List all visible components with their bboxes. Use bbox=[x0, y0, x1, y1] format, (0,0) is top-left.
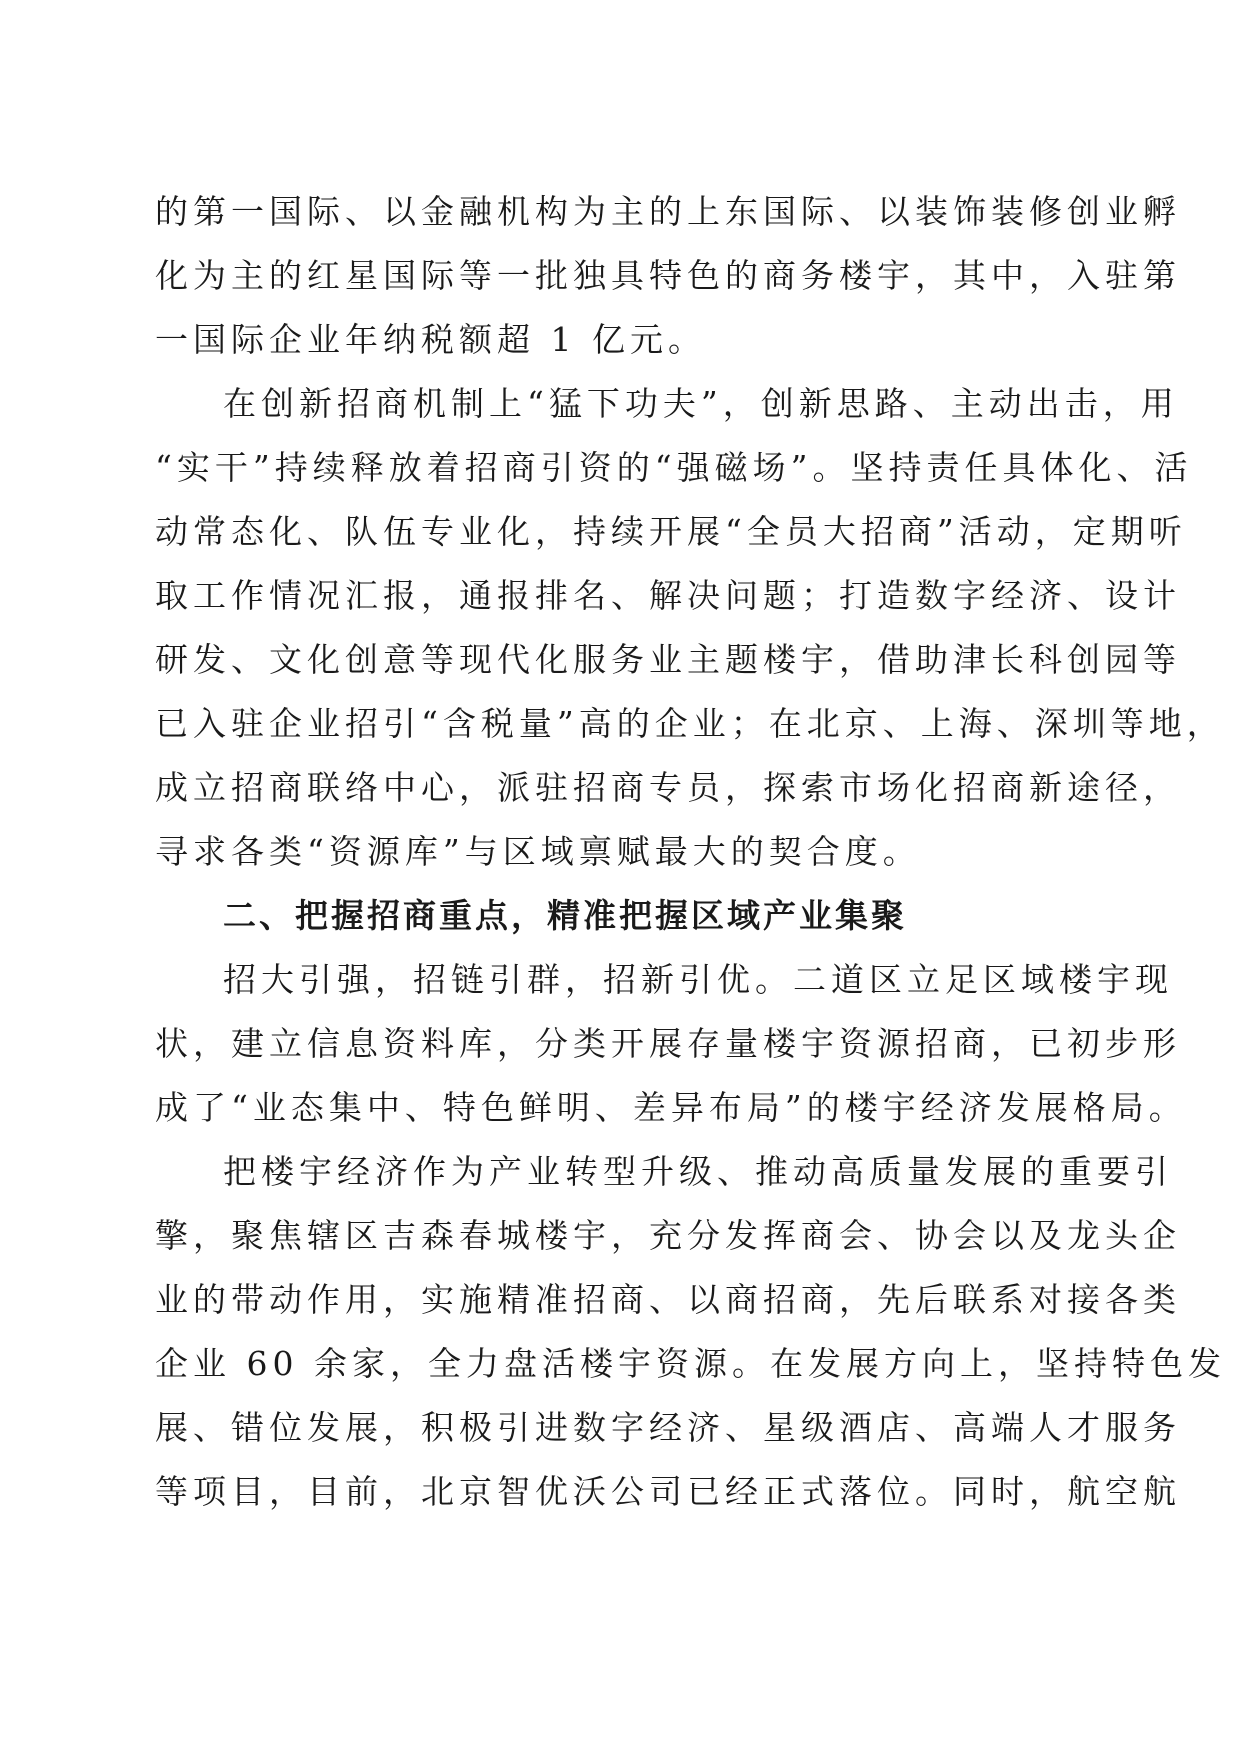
text-line: 已入驻企业招引“含税量”高的企业；在北京、上海、深圳等地， bbox=[155, 704, 1225, 743]
text-line: 擎，聚焦辖区吉森春城楼宇，充分发挥商会、协会以及龙头企 bbox=[155, 1216, 1181, 1255]
text-line: 的第一国际、以金融机构为主的上东国际、以装饰装修创业孵 bbox=[155, 192, 1181, 231]
text-line: 等项目，目前，北京智优沃公司已经正式落位。同时，航空航 bbox=[155, 1472, 1181, 1511]
text-line: “实干”持续释放着招商引资的“强磁场”。坚持责任具体化、活 bbox=[155, 448, 1193, 487]
text-line: 展、错位发展，积极引进数字经济、星级酒店、高端人才服务 bbox=[155, 1408, 1181, 1447]
text-line: 成了“业态集中、特色鲜明、差异布局”的楼宇经济发展格局。 bbox=[155, 1088, 1187, 1127]
text-line: 状，建立信息资料库，分类开展存量楼宇资源招商，已初步形 bbox=[155, 1024, 1181, 1063]
body-text bbox=[155, 180, 1226, 1524]
text-line: 取工作情况汇报，通报排名、解决问题；打造数字经济、设计 bbox=[155, 576, 1181, 615]
text-line: 研发、文化创意等现代化服务业主题楼宇，借助津长科创园等 bbox=[155, 640, 1181, 679]
text-line: 企业 60 余家，全力盘活楼宇资源。在发展方向上，坚持特色发 bbox=[155, 1344, 1226, 1383]
text-line: 寻求各类“资源库”与区域禀赋最大的契合度。 bbox=[155, 832, 921, 871]
text-line: 一国际企业年纳税额超 1 亿元。 bbox=[155, 320, 706, 359]
text-line: 成立招商联络中心，派驻招商专员，探索市场化招商新途径， bbox=[155, 768, 1181, 807]
paragraph-first-line: 招大引强，招链引群，招新引优。二道区立足区域楼宇现 bbox=[223, 960, 1173, 999]
text-line: 业的带动作用，实施精准招商、以商招商，先后联系对接各类 bbox=[155, 1280, 1181, 1319]
text-line: 动常态化、队伍专业化，持续开展“全员大招商”活动，定期听 bbox=[155, 512, 1187, 551]
text-line: 化为主的红星国际等一批独具特色的商务楼宇，其中，入驻第 bbox=[155, 256, 1181, 295]
paragraph-first-line: 在创新招商机制上“猛下功夫”，创新思路、主动出击，用 bbox=[223, 384, 1179, 423]
paragraph-first-line: 把楼宇经济作为产业转型升级、推动高质量发展的重要引 bbox=[223, 1152, 1173, 1191]
section-heading: 二、把握招商重点，精准把握区域产业集聚 bbox=[223, 896, 907, 935]
